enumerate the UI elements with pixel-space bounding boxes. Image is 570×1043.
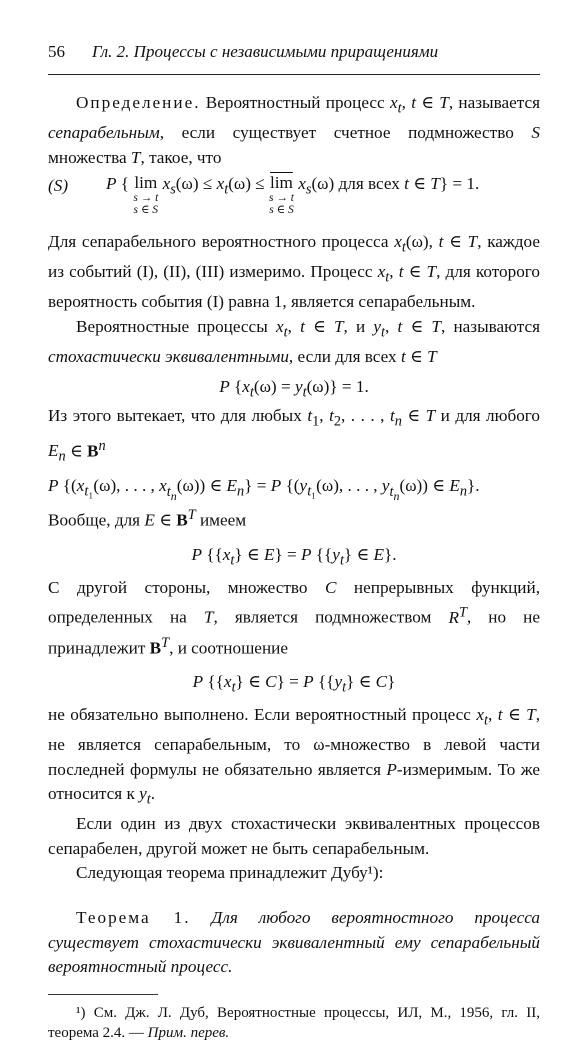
theorem-lead: Теорема 1. — [76, 907, 191, 927]
formula-equality: P $\{x_t(\omega) = y_t(\omega)\} = 1$. — [219, 376, 369, 400]
page-number: 56 — [48, 42, 65, 61]
definition-paragraph: Определение. Вероятностный процесс $x_t$, t ∈ T, называется сепарабельным, если существует счетное подмножество S множества T, такое, что — [48, 93, 540, 167]
paragraph-2: Для сепарабельного вероятностного процесса $x_t(\omega)$, t ∈ T, каждое из событий (I), (II), (III) измеримо. Процесс $x_t$, t ∈ T, для которого вероятность события (I) равна 1, является сепарабельным. — [48, 232, 541, 312]
paragraph-6: С другой стороны, множество C непрерывных функций, определенных на T, является подмножеством $R^T$, но не принадлежит $B^T$, и соотношение — [48, 577, 541, 658]
running-header — [48, 42, 540, 70]
paragraph-4: Из этого вытекает, что для любых $t_1$, $t_2$, . . . , $t_n$ ∈ T и для любого $E_n$ ∈ $B^n$ — [48, 405, 541, 465]
formula-en: P {($x_{t_1}(\omega)$, . . . , $x_{t_n}(\omega)$) ∈ $E_n\} = P$ {($y_{t_1}(\omega)$, . . . , $y_{t_n}(\omega)$) ∈ $E_n$}. — [48, 476, 480, 503]
footnote: ¹) См. Дж. Л. Дуб, Вероятностные процессы, ИЛ, М., 1956, гл. II, теорема 2.4. — Прим. перев. — [48, 1004, 540, 1041]
paragraph-8: Если один из двух стохастически эквивалентных процессов сепарабелен, другой может не быть сепарабельным. — [48, 814, 540, 858]
formula-c: P {$\{x_t\}$ ∈ C} = P {$\{y_t\}$ ∈ C} — [192, 671, 396, 696]
paragraph-5: Вообще, для E ∈ $B^T$ имеем — [48, 507, 247, 531]
formula-s-body: P { lim s → t s ∈ S $x_s(\omega) \le x_t(\omega) \le \overline{lim}$ s → t s ∈ S $x_s(\omega)$ для всех t ∈ T} = 1. — [106, 173, 480, 216]
theorem-1 — [48, 906, 540, 980]
definition-lead: Определение. — [76, 93, 201, 112]
theorem-text: Для любого вероятностного процесса существует стохастически эквивалентный ему сепарабельный вероятностный процесс. — [48, 907, 540, 977]
formula-s-label: (S) — [48, 176, 69, 196]
paragraph-3: Вероятностные процессы $x_t$, t ∈ T, и $y_t$, t ∈ T, называются стохастически эквивалентными, если для всех t ∈ T — [48, 316, 541, 366]
term-separable: сепарабельным — [48, 123, 160, 143]
header-rule — [48, 74, 540, 75]
footnote-mark: ¹) — [76, 1004, 86, 1021]
footnote-note: Прим. перев. — [147, 1024, 230, 1041]
paragraph-9: Следующая теорема принадлежит Дубу¹): — [76, 863, 384, 883]
chapter-title: Гл. 2. Процессы с независимыми приращениями — [92, 42, 439, 61]
book-page — [48, 42, 540, 1043]
formula-e: P {$\{x_t\}$ ∈ E} = P {$\{y_t\}$ ∈ E}. — [191, 544, 397, 569]
term-equivalent: стохастически эквивалентными — [48, 346, 289, 366]
formula-s — [48, 174, 540, 230]
footnote-rule — [48, 994, 158, 995]
paragraph-7: не обязательно выполнено. Если вероятностный процесс $x_t$, t ∈ T, не является сепарабельным, то ω-множество в левой части последней формулы не обязательно является P-измеримым. То же относится к $y_t$. — [48, 704, 540, 808]
